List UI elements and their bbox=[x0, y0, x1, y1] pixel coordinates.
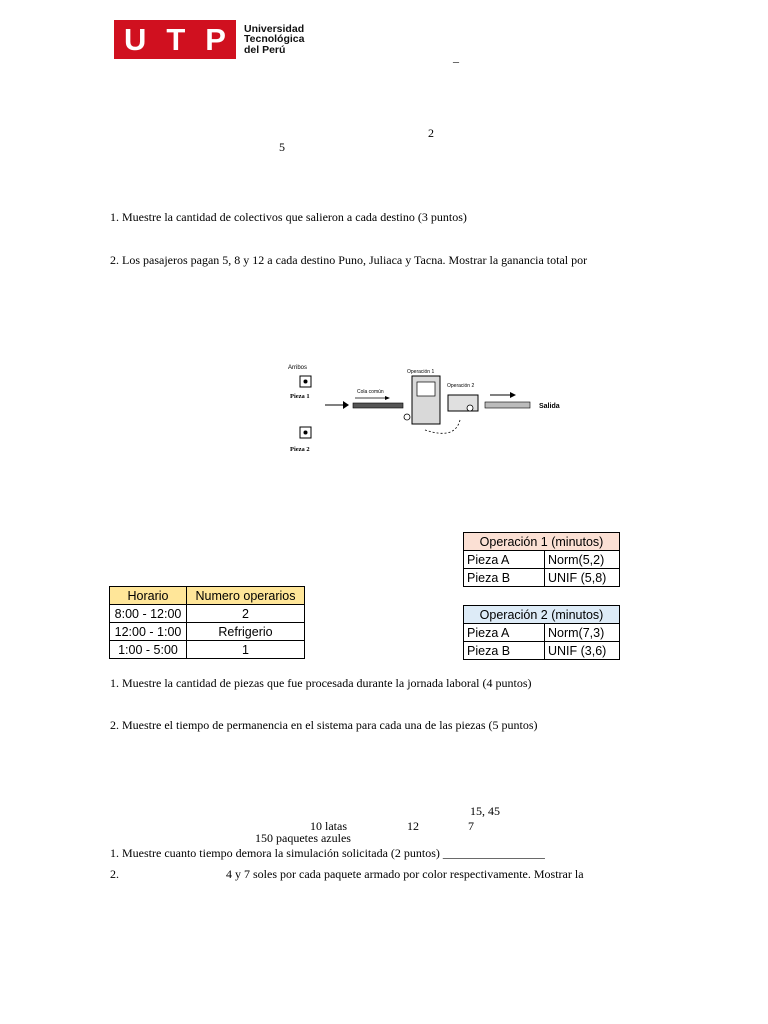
cell: Pieza A bbox=[464, 624, 545, 642]
logo-letter-u: U bbox=[123, 22, 147, 57]
text-number-12: 12 bbox=[407, 819, 419, 833]
label-pieza-2: Pieza 2 bbox=[290, 446, 310, 453]
cell: Pieza A bbox=[464, 551, 545, 569]
arrow-head-in-icon bbox=[343, 401, 349, 409]
pieza-1-dot-icon bbox=[304, 380, 308, 384]
utp-logo bbox=[114, 20, 304, 59]
cell: UNIF (5,8) bbox=[545, 569, 620, 587]
utp-logo-box bbox=[114, 20, 236, 59]
table-row bbox=[110, 641, 305, 659]
question-2-number: 2. bbox=[110, 867, 119, 881]
label-cola-comun: Cola común bbox=[357, 389, 384, 395]
logo-letter-p: P bbox=[205, 22, 226, 57]
question-colectivos-destino: 1. Muestre la cantidad de colectivos que salieron a cada destino (3 puntos) bbox=[110, 210, 467, 224]
stray-number-two: 2 bbox=[428, 126, 434, 140]
text-number-7: 7 bbox=[468, 819, 474, 833]
label-pieza-1: Pieza 1 bbox=[290, 393, 310, 400]
stray-number-five: 5 bbox=[279, 140, 285, 154]
operator-2-icon bbox=[467, 405, 473, 411]
operacion-1-table bbox=[463, 532, 620, 587]
cell: 12:00 - 1:00 bbox=[110, 623, 187, 641]
question-soles-paquete: 4 y 7 soles por cada paquete armado por color respectivamente. Mostrar la bbox=[226, 867, 584, 881]
text-numbers-15-45: 15, 45 bbox=[470, 804, 500, 818]
process-diagram-svg bbox=[285, 360, 570, 455]
horario-header: Horario bbox=[110, 587, 187, 605]
machine-operacion-2-icon bbox=[448, 395, 478, 411]
horario-table bbox=[109, 586, 305, 659]
cell: 1:00 - 5:00 bbox=[110, 641, 187, 659]
table-row bbox=[110, 605, 305, 623]
logo-line-3: del Perú bbox=[244, 43, 286, 56]
label-operacion-2: Operación 2 bbox=[447, 383, 475, 389]
cell: Pieza B bbox=[464, 642, 545, 660]
cell: Norm(7,3) bbox=[545, 624, 620, 642]
arrow-cola-head-icon bbox=[385, 396, 390, 400]
pieza-2-dot-icon bbox=[304, 431, 308, 435]
table-row bbox=[110, 623, 305, 641]
cell: 8:00 - 12:00 bbox=[110, 605, 187, 623]
queue-conveyor-icon bbox=[353, 403, 403, 408]
label-salida: Salida bbox=[539, 403, 560, 410]
cell: 1 bbox=[187, 641, 305, 659]
question-piezas-procesadas: 1. Muestre la cantidad de piezas que fue procesada durante la jornada laboral (4 puntos) bbox=[110, 676, 532, 690]
operator-1-icon bbox=[404, 414, 410, 420]
table-row bbox=[464, 624, 620, 642]
question-tiempo-permanencia: 2. Muestre el tiempo de permanencia en el sistema para cada una de las piezas (5 puntos) bbox=[110, 718, 538, 732]
cell: Norm(5,2) bbox=[545, 551, 620, 569]
table-row bbox=[464, 642, 620, 660]
output-conveyor-icon bbox=[485, 402, 530, 408]
text-150-paquetes: 150 paquetes azules bbox=[255, 831, 351, 845]
logo-line-1: Universidad bbox=[244, 22, 305, 35]
stray-dash: _ bbox=[453, 50, 459, 64]
cell: Pieza B bbox=[464, 569, 545, 587]
logo-university-name bbox=[244, 24, 304, 56]
label-operacion-1: Operación 1 bbox=[407, 369, 435, 375]
cell: Refrigerio bbox=[187, 623, 305, 641]
logo-line-2: Tecnológica bbox=[244, 33, 305, 46]
question-tiempo-simulacion: 1. Muestre cuanto tiempo demora la simulación solicitada (2 puntos) _________________ bbox=[110, 846, 545, 860]
logo-letter-t: T bbox=[166, 22, 186, 57]
operacion-2-title: Operación 2 (minutos) bbox=[464, 606, 620, 624]
cell: UNIF (3,6) bbox=[545, 642, 620, 660]
arrow-salida-head-icon bbox=[510, 392, 516, 398]
cell: 2 bbox=[187, 605, 305, 623]
label-arribos: Arribos bbox=[288, 365, 308, 371]
table-row bbox=[464, 551, 620, 569]
operacion-1-title: Operación 1 (minutos) bbox=[464, 533, 620, 551]
process-diagram bbox=[285, 360, 570, 455]
machine-1-window-icon bbox=[417, 382, 435, 396]
operacion-2-table bbox=[463, 605, 620, 660]
question-ganancia-pasajeros: 2. Los pasajeros pagan 5, 8 y 12 a cada destino Puno, Juliaca y Tacna. Mostrar la ganancia total por bbox=[110, 253, 588, 267]
table-row bbox=[464, 569, 620, 587]
operarios-header: Numero operarios bbox=[187, 587, 305, 605]
text-10-latas: 10 latas bbox=[310, 819, 347, 833]
